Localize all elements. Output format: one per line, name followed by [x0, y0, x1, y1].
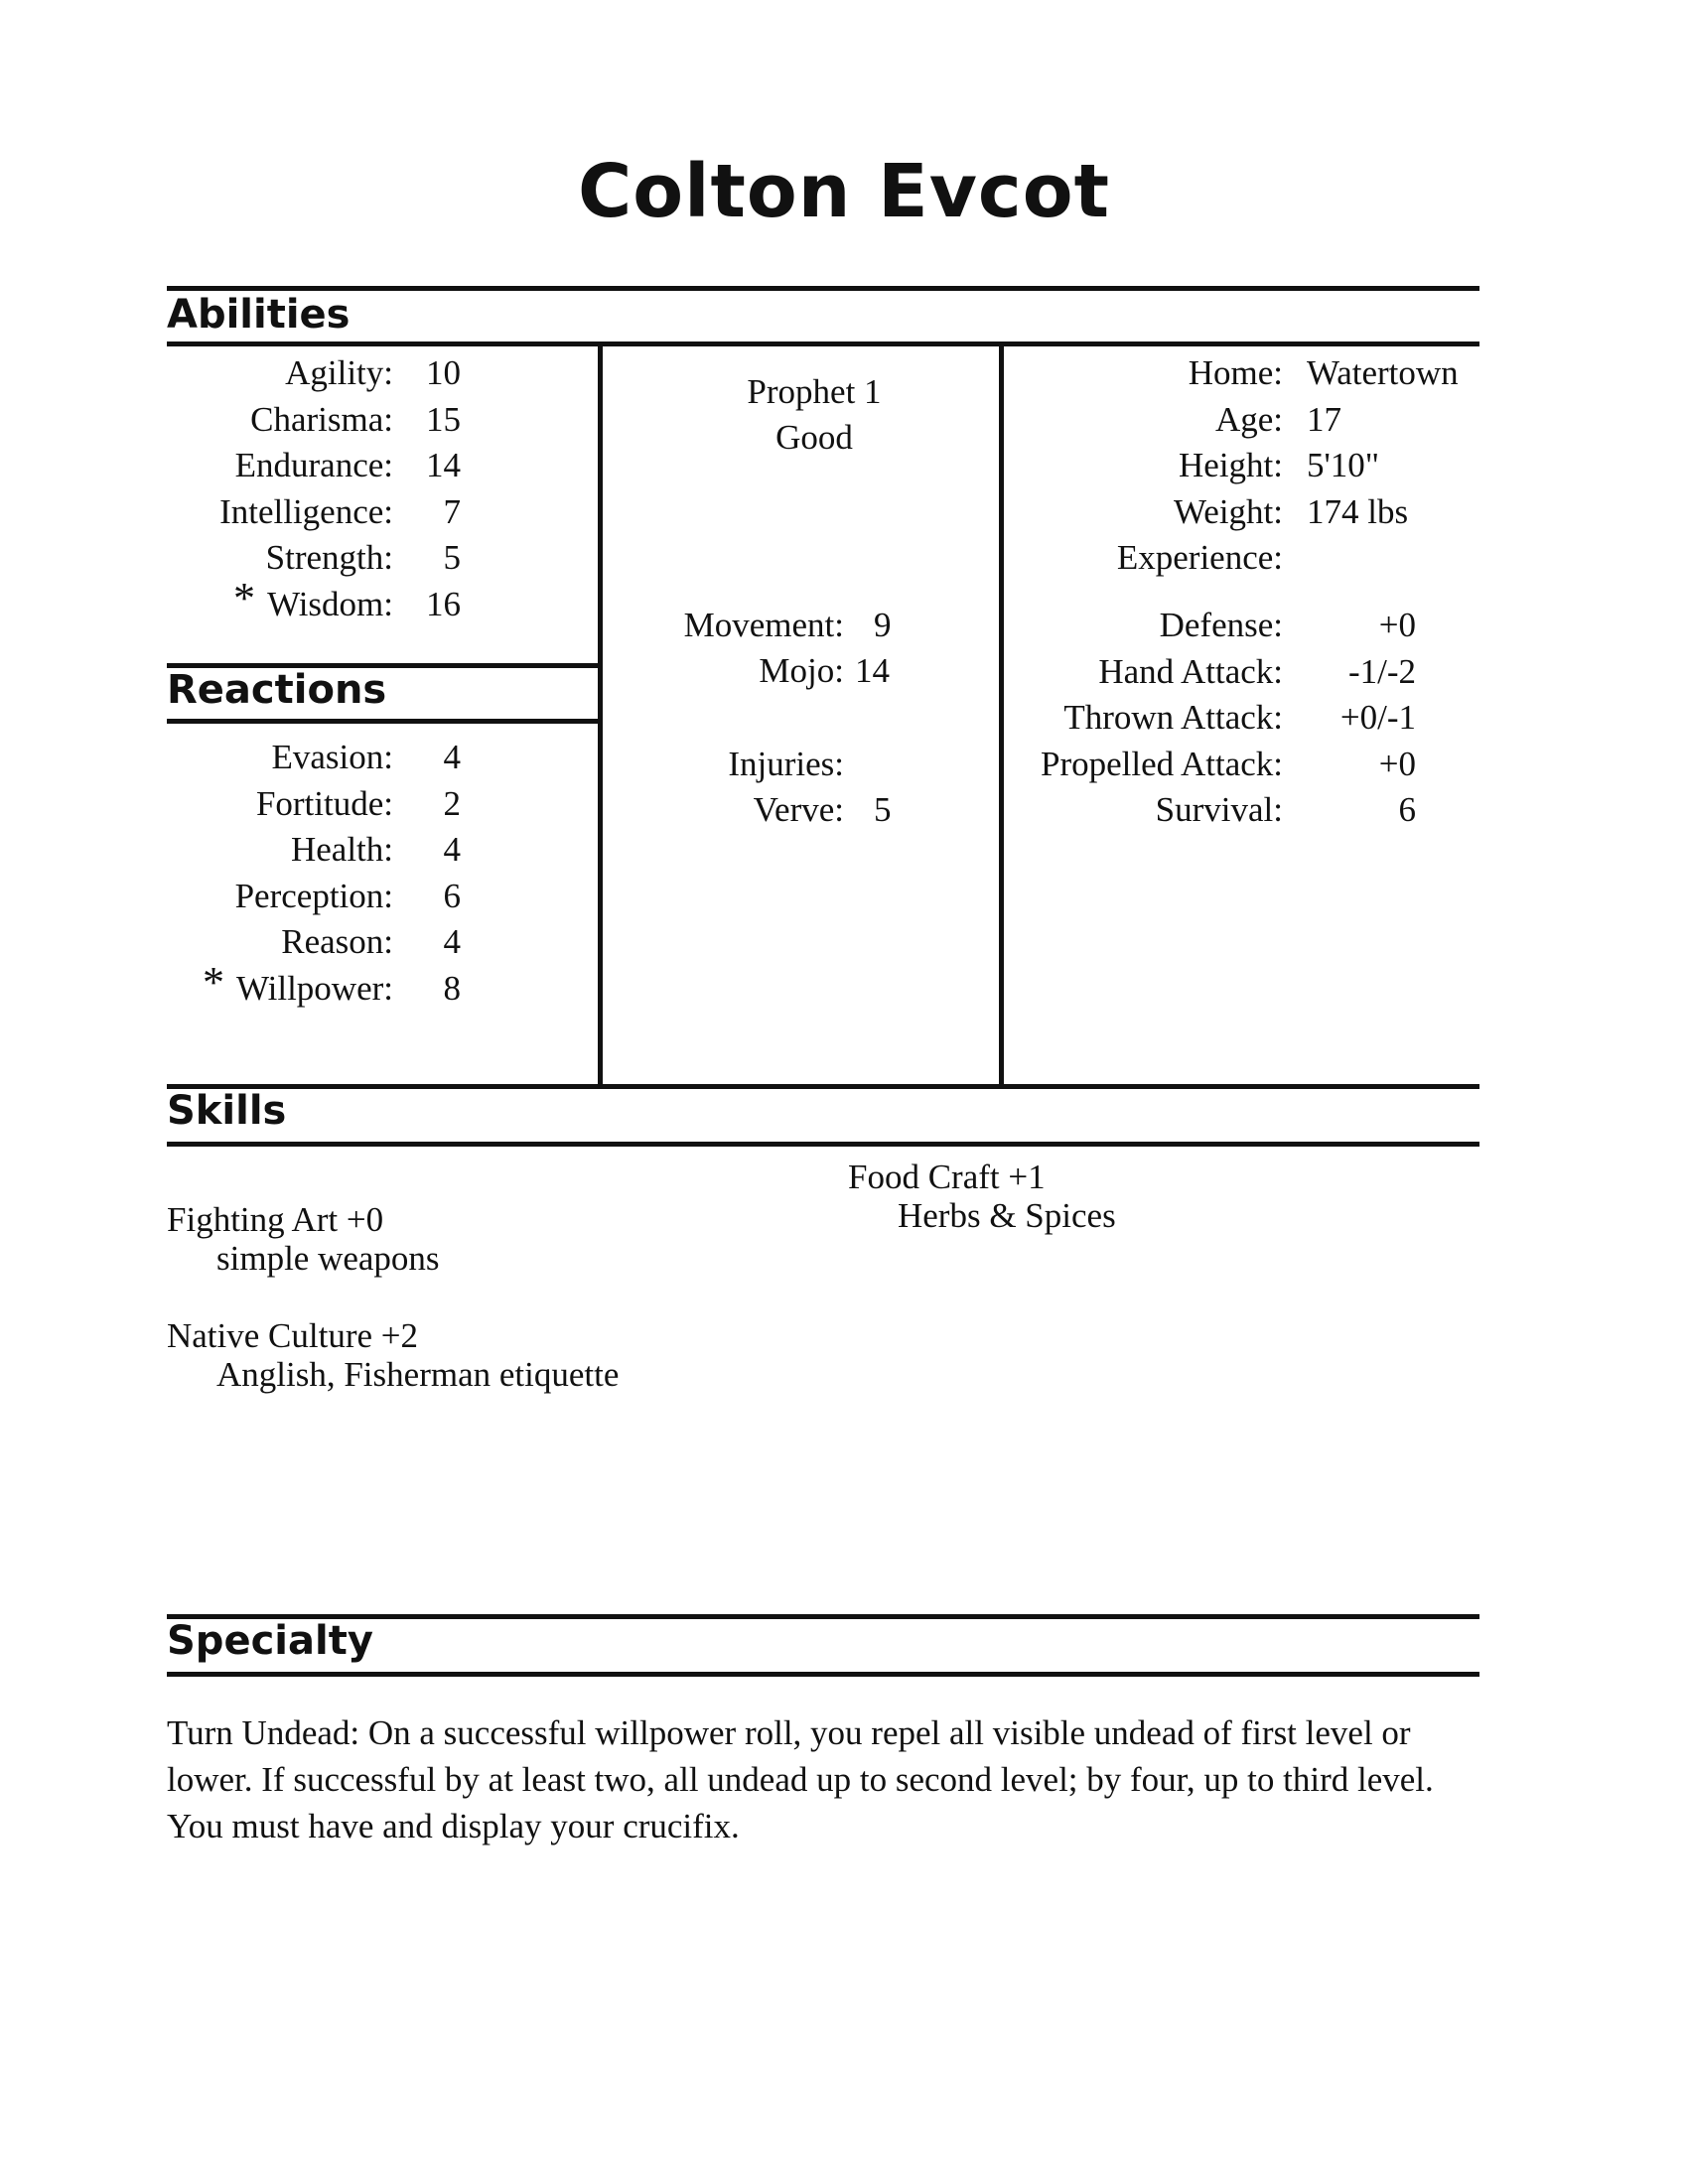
stat-label: Health: — [290, 830, 393, 869]
stat-value: 15 — [426, 399, 461, 439]
stat-row — [167, 573, 465, 628]
divider-top — [167, 286, 1479, 291]
injuries-label: Injuries: — [728, 745, 844, 783]
stat-value: 6 — [443, 876, 461, 915]
stat-label: Height: — [1179, 446, 1283, 484]
skill-detail: Herbs & Spices — [898, 1196, 1116, 1235]
stat-label: Wisdom: — [267, 584, 393, 623]
stat-label: Perception: — [234, 876, 393, 915]
stat-value: 5'10" — [1307, 446, 1380, 484]
stat-row — [1003, 350, 1479, 397]
stat-row — [167, 735, 465, 781]
stat-value: 16 — [426, 584, 461, 623]
divider-skills-top — [167, 1084, 1479, 1089]
stat-label: Survival: — [1155, 790, 1283, 829]
stat-value: 174 lbs — [1307, 491, 1409, 531]
stat-label: Strength: — [265, 538, 393, 577]
character-name: Colton Evcot — [577, 149, 1111, 234]
reactions-heading: Reactions — [167, 667, 387, 713]
stat-value: 4 — [443, 922, 461, 961]
stat-label: Willpower: — [236, 968, 393, 1008]
alignment: Good — [775, 418, 853, 457]
stat-row — [1003, 787, 1479, 834]
verve-label: Verve: — [753, 790, 844, 829]
stat-row — [167, 489, 465, 536]
verve-value: 5 — [874, 790, 892, 829]
abilities-heading: Abilities — [167, 292, 351, 338]
stat-value: Watertown — [1307, 353, 1459, 392]
stat-label: Home: — [1188, 353, 1283, 392]
stat-label: Defense: — [1159, 606, 1283, 644]
stat-row — [1003, 443, 1479, 489]
skill-detail: simple weapons — [216, 1239, 440, 1278]
divider-abilities — [167, 341, 1479, 346]
abilities-list — [167, 350, 465, 627]
stat-value: 4 — [443, 830, 461, 869]
skill-native-culture — [167, 1316, 619, 1394]
mojo-label: Mojo: — [759, 651, 844, 690]
stat-row — [167, 827, 465, 874]
movement-label: Movement: — [683, 606, 844, 644]
skill-name: Food Craft +1 — [848, 1158, 1046, 1196]
reactions-list — [167, 735, 465, 1012]
stat-row — [1003, 489, 1479, 536]
stat-value: 2 — [443, 783, 461, 823]
stat-value: -1/-2 — [1347, 651, 1416, 691]
skill-fighting-art — [167, 1200, 440, 1278]
divider-skills-bottom — [167, 1142, 1479, 1147]
star-marker-icon: * — [233, 573, 255, 622]
stat-value: 5 — [443, 538, 461, 577]
stat-row — [1003, 397, 1479, 444]
skills-heading: Skills — [167, 1088, 287, 1134]
stat-row — [167, 350, 465, 397]
stat-row — [1003, 603, 1479, 649]
stat-label: Propelled Attack: — [1041, 744, 1283, 783]
stat-label: Endurance: — [234, 446, 393, 484]
divider-specialty-bottom — [167, 1672, 1479, 1677]
mojo-value: 14 — [855, 651, 890, 690]
stat-row — [167, 874, 465, 920]
stat-value: 7 — [443, 491, 461, 531]
stat-label: Hand Attack: — [1098, 651, 1283, 691]
stat-label: Reason: — [281, 922, 393, 961]
stat-row — [167, 535, 465, 582]
stat-row — [167, 957, 465, 1013]
stat-label: Agility: — [285, 353, 393, 392]
stat-label: Fortitude: — [255, 783, 393, 823]
movement-value: 9 — [874, 606, 892, 644]
specialty-heading: Specialty — [167, 1618, 373, 1664]
stat-value: 17 — [1307, 399, 1341, 439]
stat-label: Evasion: — [271, 738, 393, 776]
class-level: Prophet 1 — [747, 372, 882, 411]
combat-list — [1003, 603, 1479, 834]
info-list — [1003, 350, 1479, 582]
stat-row — [167, 443, 465, 489]
stat-value: 8 — [443, 968, 461, 1008]
skill-name: Native Culture +2 — [167, 1316, 419, 1355]
stat-value: 6 — [1398, 790, 1416, 829]
stat-row — [167, 397, 465, 444]
stat-row — [167, 781, 465, 828]
stat-label: Charisma: — [250, 399, 393, 439]
skill-food-craft — [848, 1158, 1116, 1235]
stat-row — [1003, 535, 1479, 582]
stat-value: +0/-1 — [1339, 698, 1416, 737]
skill-name: Fighting Art +0 — [167, 1200, 384, 1239]
stat-value: +0 — [1378, 606, 1416, 644]
stat-label: Weight: — [1174, 491, 1283, 531]
stat-label: Thrown Attack: — [1063, 698, 1283, 737]
stat-row — [1003, 742, 1479, 788]
stat-label: Age: — [1214, 399, 1283, 439]
stat-label: Experience: — [1116, 538, 1283, 577]
stat-row — [1003, 695, 1479, 742]
column-divider-left — [598, 343, 603, 1086]
divider-reactions-bottom — [167, 719, 600, 724]
stat-row — [1003, 649, 1479, 696]
stat-value: 4 — [443, 738, 461, 776]
star-marker-icon: * — [203, 957, 224, 1007]
stat-value: 10 — [426, 353, 461, 392]
stat-value: +0 — [1378, 744, 1416, 783]
skill-detail: Anglish, Fisherman etiquette — [216, 1355, 620, 1394]
stat-label: Intelligence: — [219, 491, 393, 531]
specialty-text: Turn Undead: On a successful willpower roll, you repel all visible undead of first level or lower. If successful by at least two, all undead up to second level; by four, up to third level. You must have and display your crucifix. — [167, 1713, 1434, 1845]
stat-value: 14 — [426, 446, 461, 484]
